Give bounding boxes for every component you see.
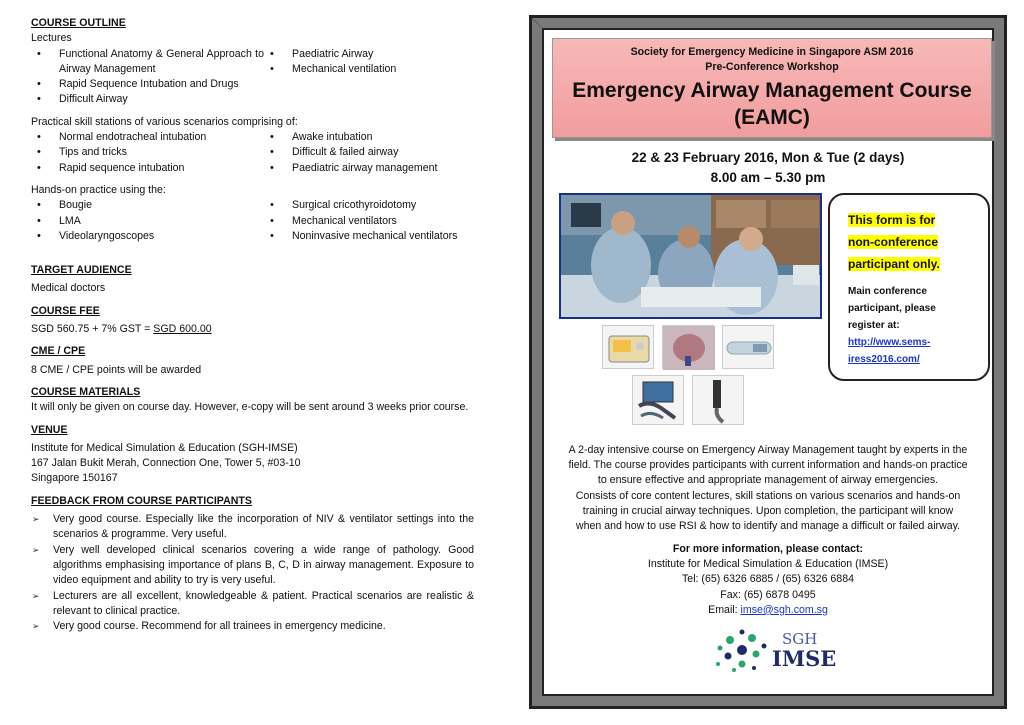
logo-text	[772, 630, 836, 670]
fee-prefix: SGD 560.75 + 7% GST =	[31, 323, 154, 336]
feedback-item: ➢ Lecturers are all excellent, knowledgeable & patient. Practical scenarios are realistic & relevant to clinical practice.	[31, 589, 474, 620]
description-line: training in crucial airway techniques. Upon completion, the participant will know	[582, 504, 954, 517]
skills-list	[31, 130, 474, 176]
email-label: Email:	[708, 603, 741, 616]
course-outline-heading: COURSE OUTLINE	[31, 17, 126, 29]
videolaryngoscope-image	[632, 375, 684, 425]
logo-sgh-text: SGH	[782, 630, 818, 648]
notice-highlight-line: This form is for	[848, 213, 936, 227]
materials-text: It will only be given on course day. However, e-copy will be sent around 3 weeks prior course.	[31, 401, 469, 414]
notice-highlight-line: non-conference	[848, 235, 939, 249]
notice-highlight	[848, 209, 978, 275]
description-line: A 2-day intensive course on Emergency Airway Management taught by experts in the	[568, 444, 968, 456]
laryngoscope-image	[722, 325, 774, 369]
venue-heading: VENUE	[31, 423, 68, 436]
lectures-right-list	[264, 47, 474, 108]
fee-total: SGD 600.00	[153, 323, 212, 336]
contact-org: Institute for Medical Simulation & Education (IMSE)	[647, 558, 889, 571]
list-item: • LMA	[31, 214, 264, 229]
course-fee-section	[31, 304, 474, 338]
contact-tel: Tel: (65) 6326 6885 / (65) 6326 6884	[682, 573, 854, 586]
flyer-frame	[529, 15, 1007, 709]
contact-email-row	[544, 603, 992, 618]
feedback-item: ➢ Very good course. Recommend for all trainees in emergency medicine.	[31, 619, 474, 634]
cme-heading: CME / CPE	[31, 345, 86, 358]
list-item: • Awake intubation	[264, 130, 474, 145]
handson-left-list	[31, 198, 264, 244]
list-item: • Rapid Sequence Intubation and Drugs	[31, 77, 264, 92]
handson-label: Hands-on practice using the:	[31, 183, 166, 196]
flyer-panel	[542, 28, 994, 696]
course-dates	[544, 148, 992, 188]
airway-mannequin-image	[662, 325, 714, 369]
registration-notice	[828, 193, 990, 381]
lectures-list	[31, 47, 474, 108]
left-column	[31, 16, 474, 641]
organizer-line: Society for Emergency Medicine in Singapore ASM 2016	[630, 46, 914, 58]
list-item: • Rapid sequence intubation	[31, 161, 264, 176]
logo-dots-icon	[712, 626, 772, 674]
target-audience-text: Medical doctors	[31, 282, 106, 295]
materials-heading: COURSE MATERIALS	[31, 385, 141, 398]
venue-section	[31, 423, 474, 487]
skills-label: Practical skill stations of various scenarios comprising of:	[31, 115, 298, 128]
list-item: • Paediatric airway management	[264, 161, 474, 176]
time-line: 8.00 am – 5.30 pm	[710, 170, 826, 185]
title-banner	[552, 38, 992, 138]
list-item: • Functional Anatomy & General Approach to Airway Management	[31, 47, 264, 78]
course-title-line: (EAMC)	[734, 106, 810, 129]
course-title	[553, 77, 991, 131]
feedback-item: ➢ Very good course. Especially like the incorporation of NIV & ventilator settings into the scenarios & programme. Very useful.	[31, 512, 474, 543]
venue-line: Institute for Medical Simulation & Education (SGH-IMSE)	[31, 441, 298, 454]
contact-info	[544, 542, 992, 618]
list-item: • Tips and tricks	[31, 145, 264, 160]
list-item: • Paediatric Airway	[264, 47, 474, 62]
feedback-heading: FEEDBACK FROM COURSE PARTICIPANTS	[31, 494, 252, 507]
conference-link[interactable]: iress2016.com/	[848, 354, 920, 365]
sgh-imse-logo	[712, 626, 842, 674]
lectures-label: Lectures	[31, 32, 72, 45]
venue-line: 167 Jalan Bukit Merah, Connection One, Tower 5, #03-10	[31, 457, 301, 470]
list-item: • Mechanical ventilators	[264, 214, 474, 229]
logo-imse-text: IMSE	[772, 646, 837, 671]
description-line: to ensure effective and appropriate management of airway emergencies.	[597, 474, 939, 487]
target-audience-heading: TARGET AUDIENCE	[31, 264, 132, 277]
skills-right-list	[264, 130, 474, 176]
description-line: Consists of core content lectures, skill stations on various scenarios and hands-on	[575, 489, 961, 502]
notice-highlight-line: participant only.	[848, 257, 940, 271]
description-line: field. The course provides participants with current information and hands-on practice	[568, 459, 968, 472]
list-item: • Bougie	[31, 198, 264, 213]
course-fee-heading: COURSE FEE	[31, 304, 100, 317]
feedback-list	[31, 512, 474, 634]
organizer-text	[553, 45, 991, 75]
list-item: • Normal endotracheal intubation	[31, 130, 264, 145]
course-description	[554, 443, 982, 534]
ventilator-image	[602, 325, 654, 369]
list-item: • Difficult & failed airway	[264, 145, 474, 160]
description-line: when and how to use RSI & how to identify and manage a difficult or failed airway.	[575, 520, 961, 533]
course-fee-text	[31, 322, 474, 337]
materials-section	[31, 385, 474, 416]
contact-heading: For more information, please contact:	[672, 543, 864, 555]
lectures-left-list	[31, 47, 264, 108]
list-item: • Mechanical ventilation	[264, 62, 474, 77]
list-item: • Noninvasive mechanical ventilators	[264, 229, 474, 244]
cme-text: 8 CME / CPE points will be awarded	[31, 363, 202, 376]
handson-list	[31, 198, 474, 244]
list-item: • Surgical cricothyroidotomy	[264, 198, 474, 213]
course-outline-section	[31, 16, 474, 244]
course-title-line: Emergency Airway Management Course	[572, 79, 972, 102]
target-audience-section	[31, 263, 474, 297]
notice-line: register at:	[848, 320, 900, 331]
list-item: • Difficult Airway	[31, 92, 264, 107]
notice-line: participant, please	[848, 303, 936, 314]
handson-right-list	[264, 198, 474, 244]
cme-section	[31, 344, 474, 378]
contact-fax: Fax: (65) 6878 0495	[720, 588, 816, 601]
conference-link[interactable]: http://www.sems-	[848, 337, 931, 348]
venue-line: Singapore 150167	[31, 472, 118, 485]
feedback-section	[31, 494, 474, 635]
list-item: • Videolaryngoscopes	[31, 229, 264, 244]
blade-image	[692, 375, 744, 425]
notice-line: Main conference	[848, 286, 927, 297]
feedback-item: ➢ Very well developed clinical scenarios covering a wide range of pathology. Good algorithms emphasising importance of plans B, C, D in airway management. Exposure to video equipment and ability to try is very useful.	[31, 543, 474, 589]
date-line: 22 & 23 February 2016, Mon & Tue (2 days)	[631, 150, 905, 165]
notice-subtext	[848, 283, 978, 368]
email-link[interactable]: imse@sgh.com.sg	[740, 603, 828, 616]
skills-left-list	[31, 130, 264, 176]
airway-training-photo	[559, 193, 822, 319]
organizer-line: Pre-Conference Workshop	[705, 61, 839, 73]
